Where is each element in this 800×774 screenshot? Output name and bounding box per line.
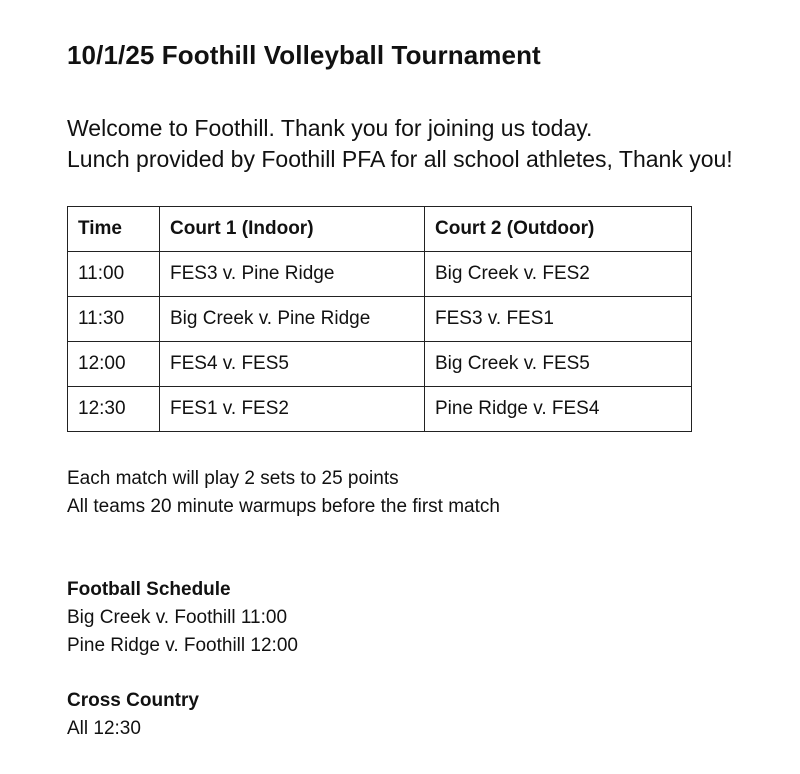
table-row <box>68 252 692 297</box>
football-section <box>67 576 298 660</box>
football-game: Pine Ridge v. Foothill 12:00 <box>67 635 298 656</box>
cross-country-time: All 12:30 <box>67 718 141 739</box>
football-heading: Football Schedule <box>67 579 231 600</box>
time-cell: 12:30 <box>68 387 160 432</box>
volleyball-schedule-table <box>67 206 692 432</box>
welcome-line: Welcome to Foothill. Thank you for joining us today. <box>67 115 593 141</box>
sets-note: Each match will play 2 sets to 25 points <box>67 468 399 489</box>
time-cell: 11:30 <box>68 297 160 342</box>
court-2-cell: Pine Ridge v. FES4 <box>425 387 692 432</box>
table-row <box>68 387 692 432</box>
match-notes <box>67 465 500 521</box>
cross-country-section <box>67 687 199 743</box>
court-2-cell: FES3 v. FES1 <box>425 297 692 342</box>
football-game: Big Creek v. Foothill 11:00 <box>67 607 288 628</box>
court-1-cell: FES1 v. FES2 <box>160 387 425 432</box>
court-2-cell: Big Creek v. FES5 <box>425 342 692 387</box>
cross-country-heading: Cross Country <box>67 690 199 711</box>
court-1-cell: FES3 v. Pine Ridge <box>160 252 425 297</box>
header-court-1: Court 1 (Indoor) <box>160 207 425 252</box>
warmup-note: All teams 20 minute warmups before the first match <box>67 496 500 517</box>
welcome-message <box>67 113 733 175</box>
table-header-row <box>68 207 692 252</box>
court-1-cell: Big Creek v. Pine Ridge <box>160 297 425 342</box>
header-time: Time <box>68 207 160 252</box>
lunch-line: Lunch provided by Foothill PFA for all school athletes, Thank you! <box>67 146 733 172</box>
table-row <box>68 342 692 387</box>
page-title: 10/1/25 Foothill Volleyball Tournament <box>67 40 541 70</box>
court-2-cell: Big Creek v. FES2 <box>425 252 692 297</box>
time-cell: 11:00 <box>68 252 160 297</box>
header-court-2: Court 2 (Outdoor) <box>425 207 692 252</box>
table-row <box>68 297 692 342</box>
court-1-cell: FES4 v. FES5 <box>160 342 425 387</box>
time-cell: 12:00 <box>68 342 160 387</box>
